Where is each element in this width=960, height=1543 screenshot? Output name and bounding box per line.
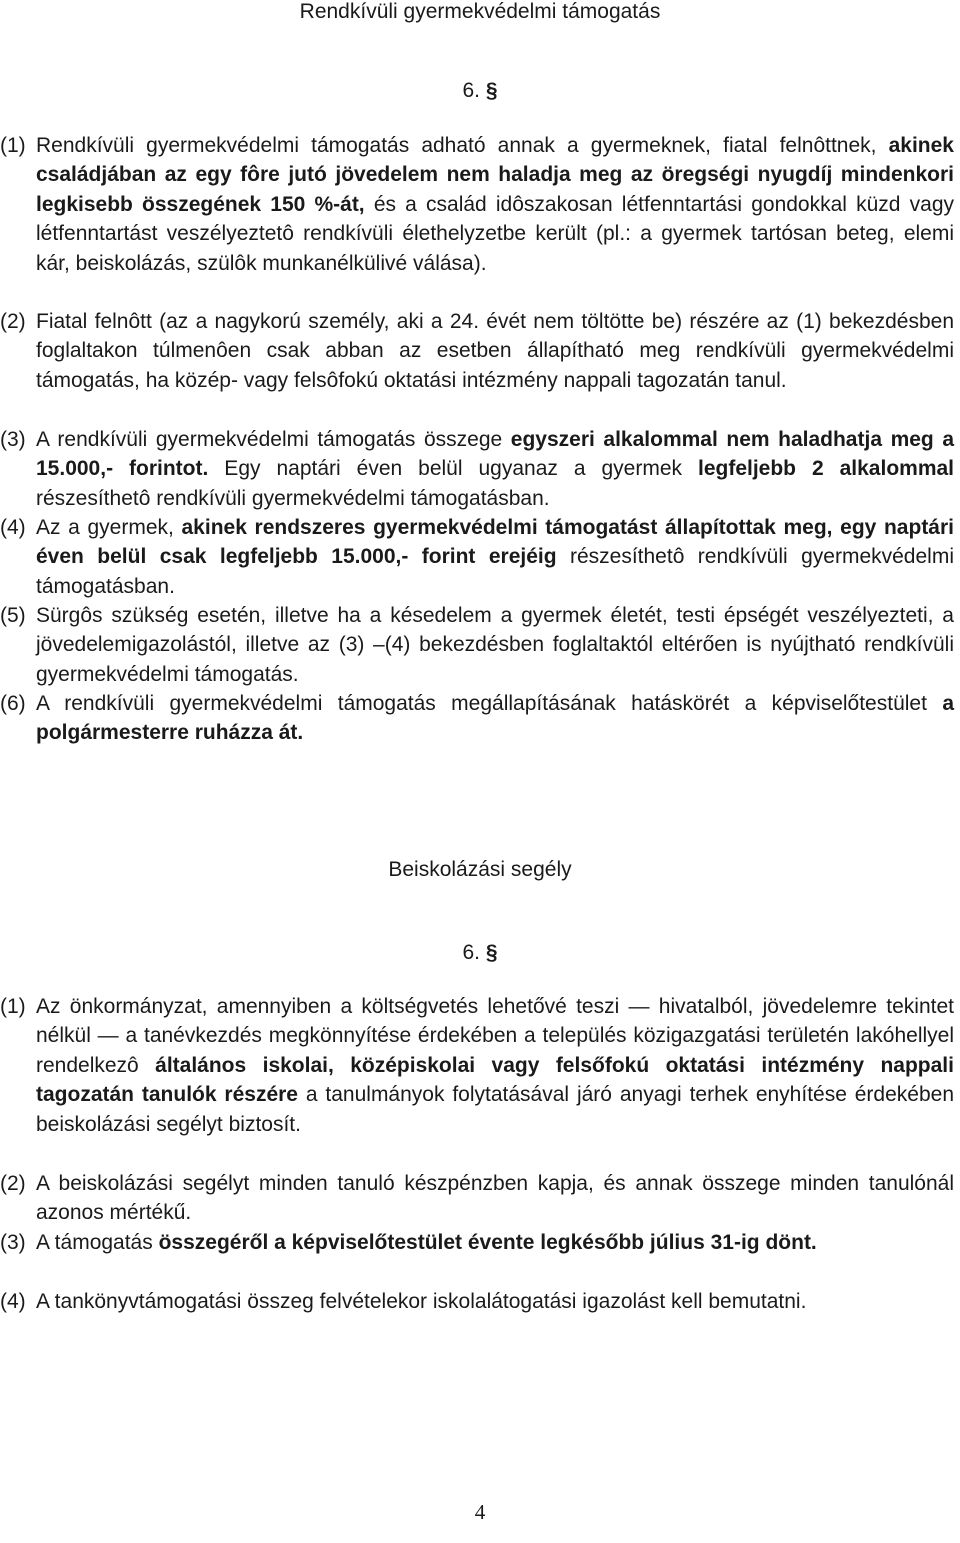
page-number: 4 (474, 1500, 486, 1524)
paragraph (0, 131, 954, 278)
paragraph-text: A beiskolázási segélyt minden tanuló készpénzben kapja, és annak összege minden tanulónál azonos mértékű. (36, 1172, 954, 1225)
paragraph-marker: (5) (0, 604, 26, 627)
paragraph-text: A rendkívüli gyermekvédelmi támogatás megállapításának hatáskörét a képviselőtestület (36, 692, 943, 715)
paragraph-marker: (2) (0, 1172, 26, 1195)
section-number-value: 6. (462, 941, 480, 964)
paragraph (0, 513, 954, 601)
paragraph-text: részesíthetô rendkívüli gyermekvédelmi támogatásban. (36, 486, 550, 510)
paragraph-text: Egy naptári éven belül ugyanaz a gyermek (208, 457, 698, 481)
paragraph (0, 425, 955, 513)
paragraph-text: Sürgôs szükség esetén, illetve ha a késedelem a gyermek életét, testi épségét veszélyezteti, a jövedelemigazolástól, illetve az (3) –(4) bekezdésben foglaltaktól eltérően is nyújtható rendkívüli gyermekvédelmi támogatás. (36, 604, 954, 686)
paragraph-text: A tankönyvtámogatási összeg felvételekor iskolalátogatási igazolást kell bemutatni. (36, 1290, 807, 1313)
paragraph-text-bold: összegéről a képviselőtestület évente legkésőbb július 31-ig dönt. (158, 1231, 817, 1254)
paragraph (0, 689, 954, 748)
paragraph (0, 1228, 954, 1257)
section-number (0, 941, 960, 965)
section-title: Beiskolázási segély (388, 858, 572, 881)
paragraph (0, 1169, 954, 1228)
paragraph-text: és a család idôszakosan létfenntartási gondokkal küzd vagy létfenntartást veszélyeztetô rendkívüli élethelyzetbe került (pl.: a gyermek tartósan beteg, elemi kár, beiskolázás, szülôk munkanélkülivé válása). (36, 192, 954, 275)
paragraph (0, 601, 954, 689)
paragraph-text: Fiatal felnôtt (az a nagykorú személy, aki a 24. évét nem töltötte be) részére az (1) bekezdésben foglaltakon túlmenôen csak abban az esetben állapítható meg rendkívüli gyermekvédelmi támogatás, ha közép- vagy felsôfokú oktatási intézmény nappali tagozatán tanul. (36, 310, 954, 392)
paragraph-text: A támogatás (36, 1231, 159, 1254)
section-title: Rendkívüli gyermekvédelmi támogatás (299, 0, 661, 23)
paragraph-marker: (6) (0, 692, 26, 715)
paragraph-text-bold: egyszeri alkalommal nem haladhatja meg a 15.000,- forintot. (36, 428, 955, 481)
section-sign: § (485, 79, 498, 102)
paragraph-text: Rendkívüli gyermekvédelmi támogatás adható annak a gyermeknek, fiatal felnôttnek, (36, 134, 889, 157)
paragraph-marker: (3) (0, 1231, 26, 1254)
paragraph-text: a tanulmányok folytatásával járó anyagi terhek enyhítése érdekében beiskolázási segélyt biztosít. (36, 1083, 955, 1136)
paragraph-text-bold: akinek családjában az egy fôre jutó jövedelem nem haladja meg az öregségi nyugdíj mindenkori legkisebb összegének 150 %-át, (36, 134, 954, 216)
paragraph (0, 307, 954, 395)
paragraph-text: Az önkormányzat, amennyiben a költségvetés lehetővé teszi — hivatalból, jövedelemre tekintet nélkül — a tanévkezdés megkönnyítése érdekében a település közigazgatási területén lakóhellyel rendelkezô (36, 995, 954, 1077)
paragraph-text-bold: a polgármesterre ruházza át. (36, 692, 954, 745)
paragraph-text-bold: akinek rendszeres gyermekvédelmi támogatást állapítottak meg, egy naptári éven belül csak legfeljebb 15.000,- forint erejéig (36, 516, 954, 569)
paragraph-marker: (2) (0, 310, 26, 333)
paragraph-marker: (3) (0, 428, 26, 451)
paragraph-marker: (1) (0, 134, 26, 157)
paragraph-marker: (4) (0, 516, 26, 539)
section-sign: § (485, 941, 498, 964)
paragraph-marker: (1) (0, 995, 26, 1018)
paragraph (0, 992, 955, 1139)
paragraph (0, 1287, 954, 1316)
paragraph-text: részesíthetô rendkívüli gyermekvédelmi támogatásban. (36, 545, 954, 598)
section-number-value: 6. (462, 79, 480, 102)
paragraph-text-bold: általános iskolai, középiskolai vagy felsőfokú oktatási intézmény nappali tagozatán tanulók részére (36, 1053, 954, 1107)
paragraph-text-bold: legfeljebb 2 alkalommal (697, 457, 955, 481)
paragraph-text: A rendkívüli gyermekvédelmi támogatás összege (36, 428, 511, 451)
section-number (0, 79, 960, 103)
paragraph-marker: (4) (0, 1290, 26, 1313)
paragraph-text: Az a gyermek, (36, 516, 182, 539)
